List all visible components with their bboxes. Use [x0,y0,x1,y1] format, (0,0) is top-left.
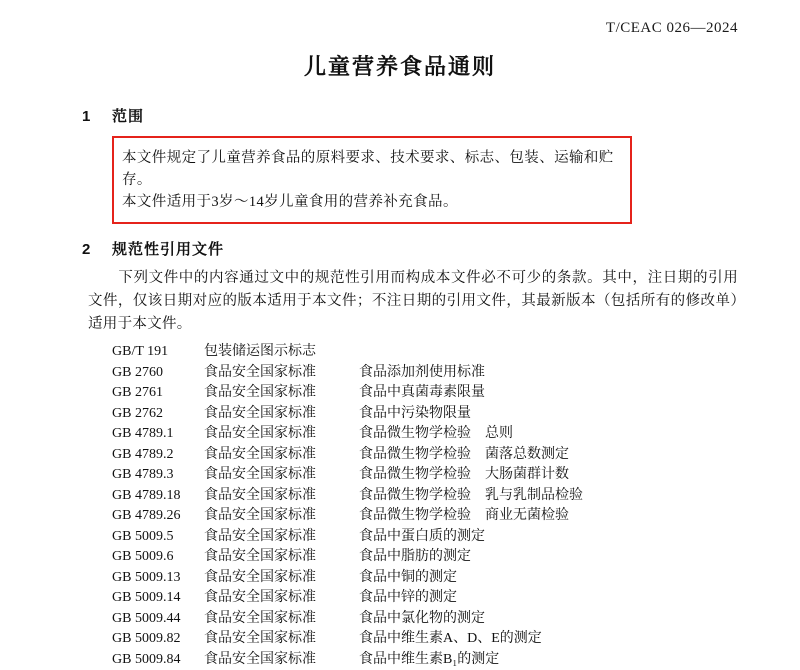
reference-desc: 食品中真菌毒素限量 [359,383,800,404]
reference-desc: 食品中污染物限量 [359,404,800,425]
reference-code: GB 2761 [112,383,204,404]
list-item [112,609,800,630]
reference-name: 食品安全国家标准 [204,527,359,548]
reference-desc: 食品微生物学检验 乳与乳制品检验 [359,486,800,507]
section-scope-title: 范围 [112,105,144,126]
reference-desc: 食品微生物学检验 菌落总数测定 [359,445,800,466]
reference-name: 食品安全国家标准 [204,629,359,650]
reference-name: 食品安全国家标准 [204,486,359,507]
reference-desc: 食品中氯化物的测定 [359,609,800,630]
list-item [112,650,800,670]
reference-code: GB 4789.26 [112,506,204,527]
list-item [112,629,800,650]
reference-code: GB/T 191 [112,342,204,363]
section-references-heading [0,238,800,259]
section-references-paragraph [0,267,800,336]
list-item [112,527,800,548]
reference-code: GB 4789.2 [112,445,204,466]
list-item [112,342,800,363]
reference-desc: 食品中锌的测定 [359,588,800,609]
highlight-line-1: 本文件规定了儿童营养食品的原料要求、技术要求、标志、包装、运输和贮存。 [122,147,620,191]
reference-desc: 食品微生物学检验 大肠菌群计数 [359,465,800,486]
list-item [112,547,800,568]
reference-name: 食品安全国家标准 [204,363,359,384]
section-references-title: 规范性引用文件 [112,238,224,259]
section-references-number: 2 [82,241,112,258]
list-item [112,486,800,507]
highlight-line-2: 本文件适用于3岁～14岁儿童食用的营养补充食品。 [122,191,620,213]
reference-desc: 食品中蛋白质的测定 [359,527,800,548]
reference-desc: 食品中维生素B₁的测定 [359,650,800,670]
reference-name: 食品安全国家标准 [204,465,359,486]
list-item [112,404,800,425]
list-item [112,383,800,404]
reference-name: 食品安全国家标准 [204,650,359,670]
reference-code: GB 4789.18 [112,486,204,507]
reference-code: GB 5009.6 [112,547,204,568]
reference-desc: 食品中脂肪的测定 [359,547,800,568]
reference-name: 食品安全国家标准 [204,588,359,609]
page-title: 儿童营养食品通则 [0,0,800,81]
reference-desc: 食品微生物学检验 总则 [359,424,800,445]
list-item [112,363,800,384]
list-item [112,465,800,486]
reference-name: 食品安全国家标准 [204,424,359,445]
reference-name: 食品安全国家标准 [204,568,359,589]
reference-code: GB 4789.3 [112,465,204,486]
reference-name: 食品安全国家标准 [204,547,359,568]
reference-code: GB 5009.44 [112,609,204,630]
section-scope-heading [0,105,800,126]
reference-list [0,342,800,670]
reference-code: GB 5009.14 [112,588,204,609]
reference-desc: 食品添加剂使用标准 [359,363,800,384]
reference-desc: 食品中铜的测定 [359,568,800,589]
reference-name: 食品安全国家标准 [204,404,359,425]
section-references-paragraph-text: 下列文件中的内容通过文中的规范性引用而构成本文件必不可少的条款。其中，注日期的引用文件，仅该日期对应的版本适用于本文件；不注日期的引用文件，其最新版本（包括所有的修改单）适用于本文件。 [88,270,738,332]
list-item [112,445,800,466]
reference-name: 食品安全国家标准 [204,445,359,466]
reference-name: 食品安全国家标准 [204,383,359,404]
highlight-annotation-box [112,136,632,224]
reference-code: GB 4789.1 [112,424,204,445]
reference-code: GB 5009.84 [112,650,204,670]
reference-name: 包装储运图示标志 [204,342,359,363]
reference-desc [359,342,800,363]
standard-code: T/CEAC 026—2024 [606,20,738,37]
list-item [112,568,800,589]
reference-desc: 食品微生物学检验 商业无菌检验 [359,506,800,527]
reference-code: GB 5009.5 [112,527,204,548]
reference-name: 食品安全国家标准 [204,506,359,527]
reference-code: GB 2760 [112,363,204,384]
section-scope-number: 1 [82,108,112,125]
list-item [112,506,800,527]
section-scope [0,105,800,224]
list-item [112,588,800,609]
list-item [112,424,800,445]
reference-code: GB 5009.13 [112,568,204,589]
reference-desc: 食品中维生素A、D、E的测定 [359,629,800,650]
reference-name: 食品安全国家标准 [204,609,359,630]
reference-code: GB 5009.82 [112,629,204,650]
reference-code: GB 2762 [112,404,204,425]
section-normative-references [0,238,800,670]
